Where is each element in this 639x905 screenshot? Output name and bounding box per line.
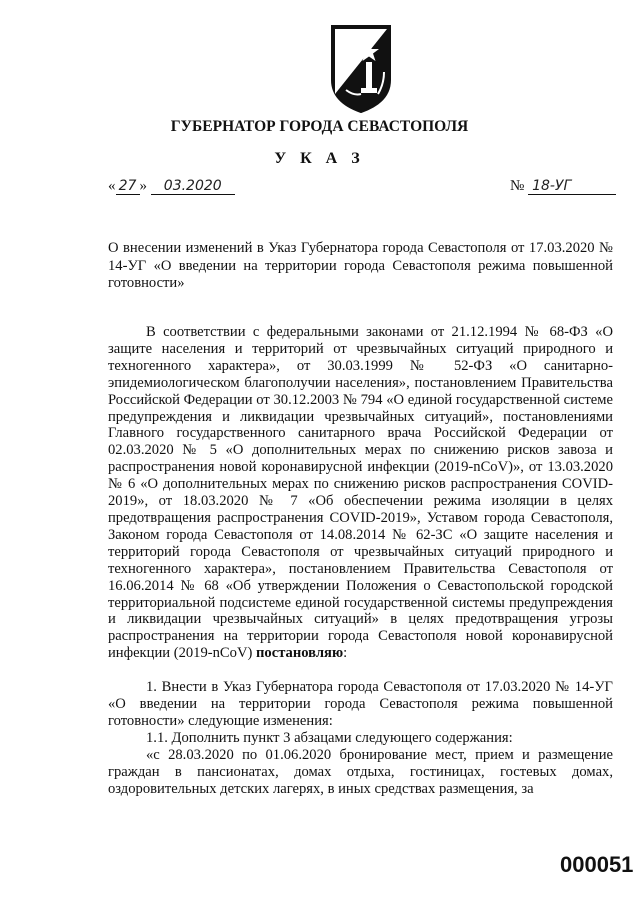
preamble-text: В соответствии с федеральными законами от 21.12.1994 № 68-ФЗ «О защите населения и территорий от чрезвычайных ситуаций природного и техногенного характера», от 30.03.1999 № 52-ФЗ «О санитарно-эпидемиологическом благополучии населения», постановлением Правительства Российской Федерации от 30.12.2003 № 794 «О единой государственной системе предупреждения и ликвидации чрезвычайных ситуаций», постановлениями Главного государственного санитарного врача Российской Федерации от 02.03.2020 № 5 «О дополнительных мерах по снижению рисков завоза и распространения новой коронавирусной инфекции (2019-nCoV)», от 13.03.2020 № 6 «О дополнительных мерах по снижению рисков распространения COVID-2019», от 18.03.2020 № 7 «Об обеспечении режима изоляции в целях предотвращения распространения COVID-2019», Уставом города Севастополя, Законом города Севастополя от 14.08.2014 № 62-ЗС «О защите населения и территорий города Севастополя от чрезвычайных ситуаций природного и техногенного характера», постановлением Правительства Севастополя от 16.06.2014 № 68 «Об утверждении Положения о Севастопольской городской территориальной подсистеме единой государственной системы предупреждения и ликвидации чрезвычайных ситуаций» в целях предотвращения угрозы распространения на территории города Севастополя новой коронавирусной инфекции (2019-nCoV) <box>108 324 613 662</box>
sevastopol-coat-of-arms-icon <box>326 20 396 116</box>
decree-colon: : <box>343 645 348 662</box>
decree-title: О внесении изменений в Указ Губернатора города Севастополя от 17.03.2020 № 14-УГ «О введении на территории города Севастополя режима повышенной готовности» <box>108 240 613 291</box>
preamble <box>108 324 613 662</box>
date-day: 27 <box>116 178 140 195</box>
decree-body <box>108 324 613 797</box>
quoted-amendment: «с 28.03.2020 по 01.06.2020 бронирование мест, прием и размещение граждан в пансионатах, домах отдыха, гостиницах, гостевых домах, оздоровительных детских лагерях, в иных средствах размещения, за <box>108 746 613 797</box>
date-close-quote: » <box>139 178 147 194</box>
date-open-quote: « <box>108 178 116 194</box>
date-month-year: 03.2020 <box>151 178 235 195</box>
decree-number <box>510 178 616 195</box>
number-value: 18-УГ <box>528 178 616 195</box>
number-prefix: № <box>510 178 525 194</box>
item-1-1: 1.1. Дополнить пункт 3 абзацами следующего содержания: <box>146 729 513 746</box>
item-1: 1. Внести в Указ Губернатора города Севастополя от 17.03.2020 № 14-УГ «О введении на территории города Севастополя режима повышенной готовности» следующие изменения: <box>108 679 613 729</box>
document-type: У К А З <box>274 150 365 167</box>
issuing-authority: ГУБЕРНАТОР ГОРОДА СЕВАСТОПОЛЯ <box>170 118 469 135</box>
page-serial-number: 000051 <box>560 852 634 877</box>
decree-word: постановляю <box>256 645 344 662</box>
decree-date <box>108 178 235 195</box>
